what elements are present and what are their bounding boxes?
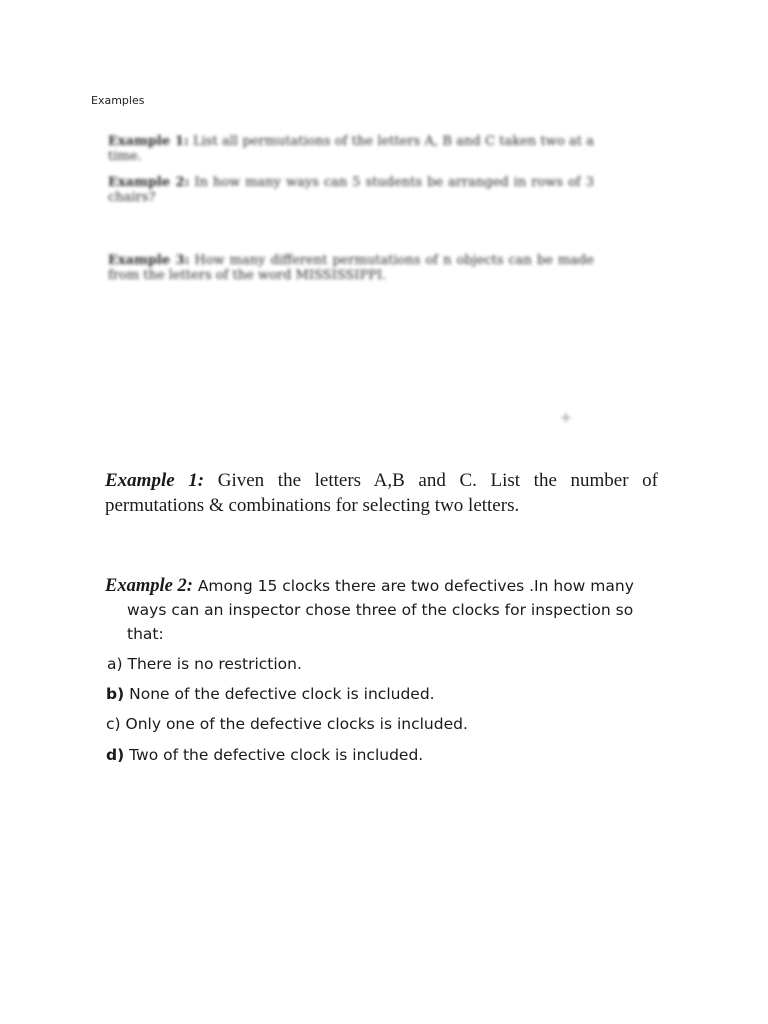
option-d-text: Two of the defective clock is included. — [129, 746, 424, 764]
option-d — [106, 746, 423, 764]
blurred-example-3-label: Example 3: — [108, 253, 190, 268]
example-2 — [105, 574, 665, 646]
option-c — [106, 715, 468, 733]
scan-speck: + — [560, 410, 572, 426]
blurred-example-2-text: In how many ways can 5 students be arranged in rows of 3 chairs? — [108, 175, 594, 205]
option-b-letter: b) — [106, 685, 125, 703]
example-1-text: Given the letters A,B and C. List the number of permutations & combinations for selecting two letters. — [105, 470, 659, 516]
example-2-text-continuation: ways can an inspector chose three of the clocks for inspection so that: — [127, 601, 634, 643]
page-heading: Examples — [91, 94, 145, 107]
option-b — [106, 685, 435, 703]
example-2-first-line — [105, 574, 665, 598]
blurred-example-2 — [108, 175, 594, 205]
option-a-letter: a) — [107, 655, 123, 673]
blurred-example-3-text: How many different permutations of n objects can be made from the letters of the word MISSISSIPPI. — [108, 253, 595, 283]
blurred-example-3 — [108, 253, 594, 283]
blurred-example-2-label: Example 2: — [108, 175, 190, 190]
example-2-text-line1: Among 15 clocks there are two defectives .In how many — [197, 577, 634, 595]
blurred-example-1 — [108, 134, 594, 164]
option-c-letter: c) — [106, 715, 121, 733]
blurred-example-1-text: List all permutations of the letters A, B and C taken two at a time. — [108, 134, 594, 164]
example-1-label: Example 1: — [105, 470, 205, 491]
option-d-letter: d) — [106, 746, 125, 764]
option-b-text: None of the defective clock is included. — [129, 685, 435, 703]
option-c-text: Only one of the defective clocks is included. — [125, 715, 468, 733]
option-a — [107, 655, 302, 673]
example-2-label: Example 2: — [105, 576, 193, 596]
blurred-example-1-label: Example 1: — [108, 134, 189, 149]
option-a-text: There is no restriction. — [127, 655, 302, 673]
example-1 — [105, 468, 658, 518]
